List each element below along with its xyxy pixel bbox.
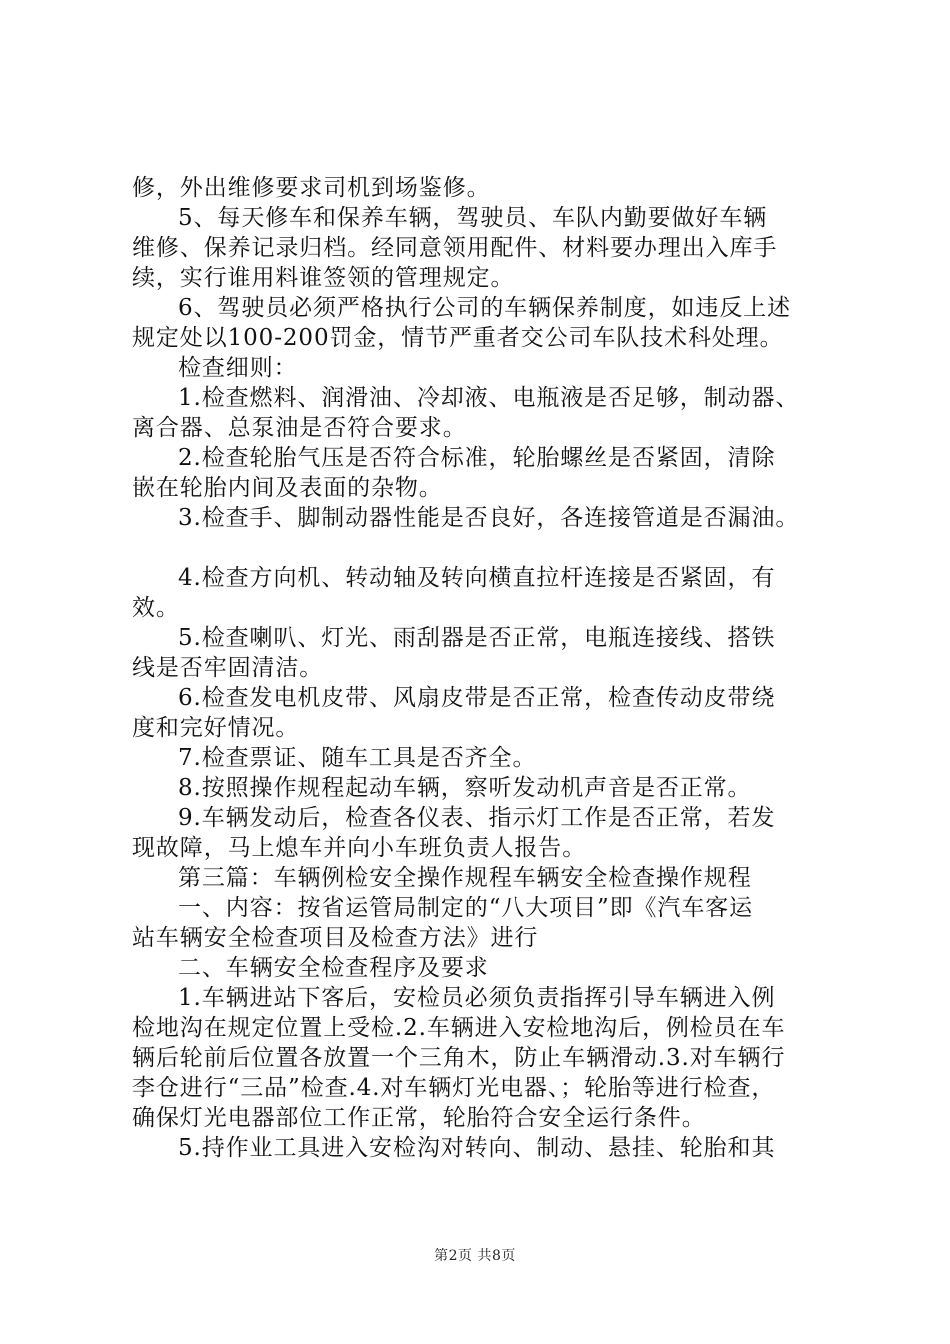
text-line: 6.检查发电机皮带、风扇皮带是否正常，检查传动皮带绕 <box>178 685 776 711</box>
section-heading: 检查细则： <box>178 355 298 381</box>
text-line: 1.车辆进站下客后，安检员必须负责指挥引导车辆进入例 <box>178 985 776 1011</box>
text-line: 二、车辆安全检查程序及要求 <box>178 955 489 981</box>
text-line: 离合器、总泵油是否符合要求。 <box>132 415 467 441</box>
text-line: 6、驾驶员必须严格执行公司的车辆保养制度，如违反上述 <box>178 295 792 321</box>
page-number-footer: 第2页 共8页 <box>434 1248 516 1264</box>
text-line: 5.持作业工具进入安检沟对转向、制动、悬挂、轮胎和其 <box>178 1135 776 1161</box>
text-line: 1.检查燃料、润滑油、冷却液、电瓶液是否足够，制动器、 <box>178 385 800 411</box>
text-line: 线是否牢固清洁。 <box>132 655 324 681</box>
text-line: 确保灯光电器部位工作正常，轮胎符合安全运行条件。 <box>132 1105 706 1131</box>
text-line: 维修、保养记录归档。经同意领用配件、材料要办理出入库手 <box>132 235 778 261</box>
text-line: 效。 <box>132 595 180 621</box>
text-line: 5、每天修车和保养车辆，驾驶员、车队内勤要做好车辆 <box>178 205 768 231</box>
text-line: 辆后轮前后位置各放置一个三角木，防止车辆滑动.3.对车辆行 <box>132 1045 786 1071</box>
text-line: 2.检查轮胎气压是否符合标准，轮胎螺丝是否紧固，清除 <box>178 445 776 471</box>
text-line: 一、内容：按省运管局制定的“八大项目”即《汽车客运 <box>178 895 754 921</box>
blank-line <box>132 533 832 563</box>
text-line: 9.车辆发动后，检查各仪表、指示灯工作是否正常，若发 <box>178 805 776 831</box>
text-line: 3.检查手、脚制动器性能是否良好，各连接管道是否漏油。 <box>178 505 800 531</box>
text-line: 续，实行谁用料谁签领的管理规定。 <box>132 265 515 291</box>
text-line: 检地沟在规定位置上受检.2.车辆进入安检地沟后，例检员在车 <box>132 1015 786 1041</box>
text-line: 现故障，马上熄车并向小车班负责人报告。 <box>132 835 587 861</box>
text-line: 5.检查喇叭、灯光、雨刮器是否正常，电瓶连接线、搭铁 <box>178 625 776 651</box>
document-body <box>132 173 832 1163</box>
text-line: 站车辆安全检查项目及检查方法》进行 <box>132 925 539 951</box>
text-line: 修，外出维修要求司机到场鉴修。 <box>132 175 491 201</box>
text-line: 7.检查票证、随车工具是否齐全。 <box>178 745 537 771</box>
text-line: 度和完好情况。 <box>132 715 300 741</box>
text-line: 4.检查方向机、转动轴及转向横直拉杆连接是否紧固，有 <box>178 565 776 591</box>
section-heading: 第三篇：车辆例检安全操作规程车辆安全检查操作规程 <box>178 865 752 891</box>
text-line: 规定处以100-200罚金，情节严重者交公司车队技术科处理。 <box>132 325 784 351</box>
text-line: 李仓进行“三品”检查.4.对车辆灯光电器、；轮胎等进行检查， <box>132 1075 776 1101</box>
text-line: 嵌在轮胎内间及表面的杂物。 <box>132 475 443 501</box>
text-line: 8.按照操作规程起动车辆，察听发动机声音是否正常。 <box>178 775 752 801</box>
